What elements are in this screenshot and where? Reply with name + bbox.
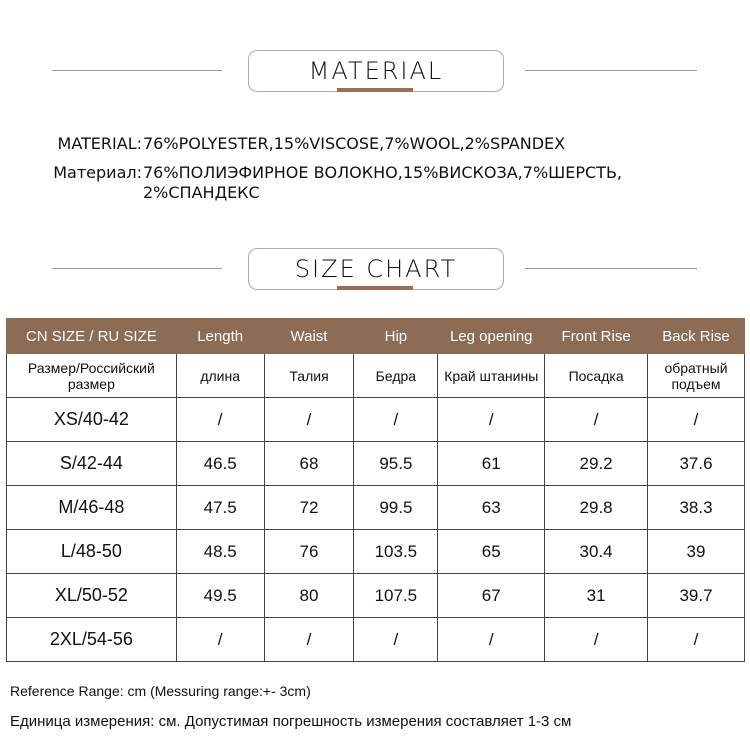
table-cell: обратный подъем [648,354,745,398]
table-cell: 61 [438,442,545,486]
table-cell: / [264,618,354,662]
table-cell: Front Rise [545,319,648,354]
accent-bar [337,286,413,290]
material-label: Материал: [53,163,142,182]
table-cell: 103.5 [354,530,438,574]
table-row [7,574,745,618]
reference-range-note-ru: Единица измерения: см. Допустимая погрешность измерения составляет 1-3 см [10,713,572,730]
table-cell: 30.4 [545,530,648,574]
size-cell: 2XL/54-56 [7,618,177,662]
table-cell: 49.5 [176,574,264,618]
table-cell: 99.5 [354,486,438,530]
table-row [7,442,745,486]
table-cell: 31 [545,574,648,618]
material-value-cont: 2%СПАНДЕКС [143,183,260,202]
section-title: MATERIAL [248,50,504,92]
table-cell: длина [176,354,264,398]
divider [52,268,222,269]
table-cell: / [648,618,745,662]
table-cell: Посадка [545,354,648,398]
table-row [7,319,745,354]
table-cell: / [354,618,438,662]
table-row [7,618,745,662]
table-cell: 47.5 [176,486,264,530]
size-cell: XS/40-42 [7,398,177,442]
table-cell: Length [176,319,264,354]
divider [525,268,697,269]
table-cell: 39.7 [648,574,745,618]
table-cell: 37.6 [648,442,745,486]
table-cell: / [545,398,648,442]
table-cell: Back Rise [648,319,745,354]
table-cell: Бедра [354,354,438,398]
table-row [7,530,745,574]
table-cell: 95.5 [354,442,438,486]
material-value: 76%POLYESTER,15%VISCOSE,7%WOOL,2%SPANDEX [143,134,566,153]
size-chart-section-header [0,243,750,293]
size-cell: S/42-44 [7,442,177,486]
table-cell: / [176,618,264,662]
table-cell: / [354,398,438,442]
table-cell: / [438,618,545,662]
table-cell: Hip [354,319,438,354]
table-row [7,398,745,442]
section-title: SIZE CHART [248,248,504,290]
size-cell: CN SIZE / RU SIZE [7,319,177,354]
accent-bar [337,88,413,92]
table-cell: 29.8 [545,486,648,530]
table-cell: 107.5 [354,574,438,618]
table-cell: / [545,618,648,662]
table-row [7,486,745,530]
table-cell: Талия [264,354,354,398]
table-cell: 38.3 [648,486,745,530]
table-cell: 67 [438,574,545,618]
divider [52,70,222,71]
table-cell: 46.5 [176,442,264,486]
table-cell: Край штанины [438,354,545,398]
table-cell: Leg opening [438,319,545,354]
table-cell: 48.5 [176,530,264,574]
table-cell: 29.2 [545,442,648,486]
material-value: 76%ПОЛИЭФИРНОЕ ВОЛОКНО,15%ВИСКОЗА,7%ШЕРСТЬ, [143,163,623,182]
table-cell: 76 [264,530,354,574]
table-cell: 80 [264,574,354,618]
material-label: MATERIAL: [57,134,142,153]
divider [525,70,697,71]
table-cell: / [438,398,545,442]
table-row [7,354,745,398]
reference-range-note: Reference Range: cm (Messuring range:+- 3cm) [10,683,311,699]
table-cell: 39 [648,530,745,574]
table-cell: / [264,398,354,442]
table-cell: 72 [264,486,354,530]
size-cell: M/46-48 [7,486,177,530]
table-cell: 65 [438,530,545,574]
table-cell: Waist [264,319,354,354]
table-cell: 63 [438,486,545,530]
size-cell: Размер/Российский размер [7,354,177,398]
table-cell: / [176,398,264,442]
material-section-header [0,45,750,95]
table-cell: / [648,398,745,442]
table-cell: 68 [264,442,354,486]
size-chart-table [6,318,745,662]
size-cell: XL/50-52 [7,574,177,618]
size-cell: L/48-50 [7,530,177,574]
